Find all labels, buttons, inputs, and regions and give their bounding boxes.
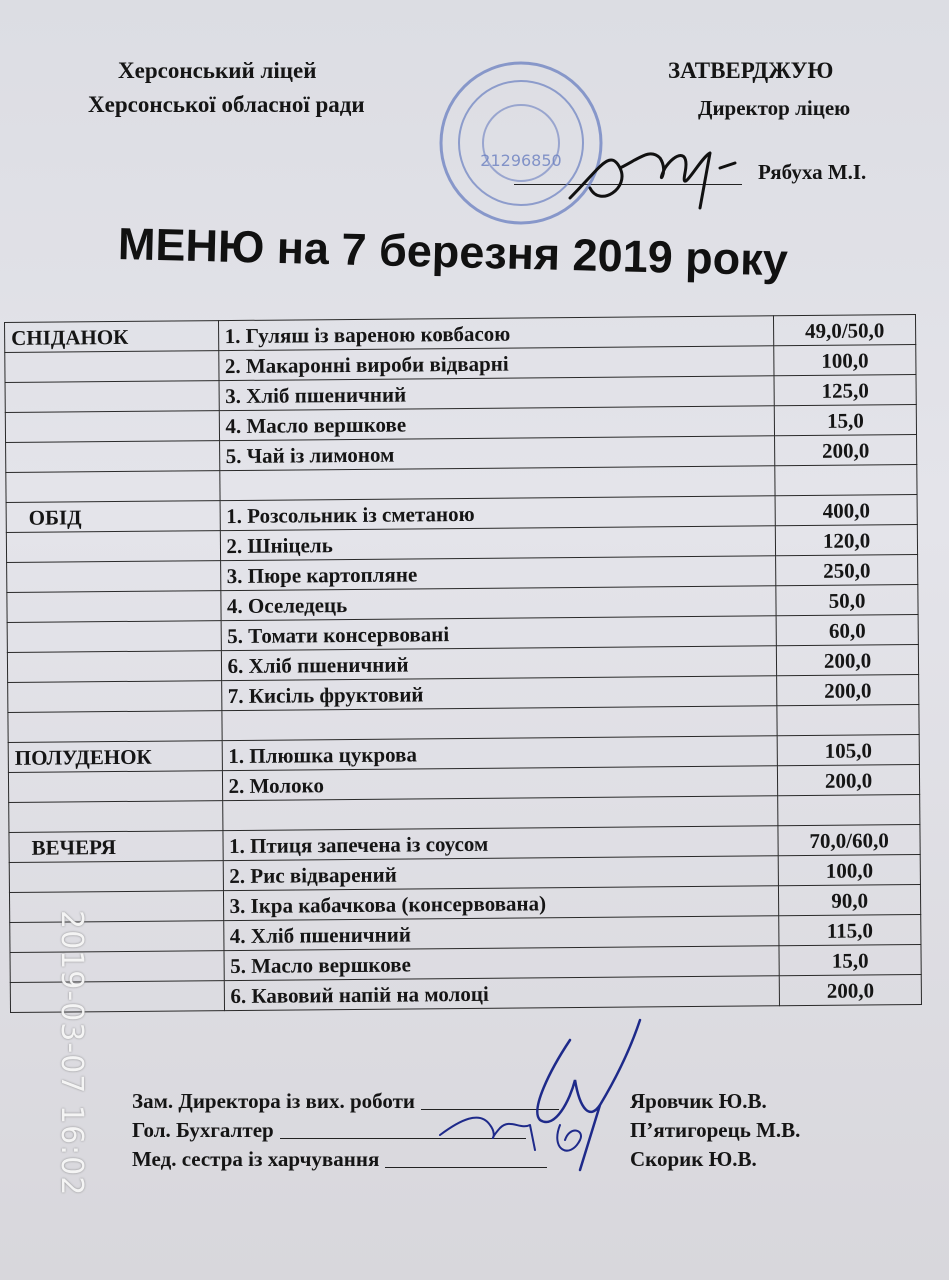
dish-cell: 2. Шніцель	[220, 526, 776, 561]
dish-cell: 2. Макаронні вироби відварні	[218, 346, 774, 381]
footer-role: Зам. Директора із вих. роботи	[132, 1089, 416, 1113]
footer-name: П’ятигорець М.В.	[630, 1118, 801, 1142]
weight-cell: 50,0	[776, 585, 918, 616]
dish-cell: 1. Розсольник із сметаною	[220, 496, 776, 531]
weight-cell: 100,0	[778, 855, 920, 886]
weight-cell: 70,0/60,0	[778, 825, 920, 856]
menu-table	[4, 314, 922, 1013]
weight-cell: 200,0	[779, 975, 921, 1006]
empty-cell	[221, 706, 777, 741]
meal-cell	[9, 861, 223, 893]
meal-cell	[5, 381, 219, 413]
approve-heading: ЗАТВЕРДЖУЮ	[668, 58, 834, 83]
page-title: МЕНЮ на 7 березня 2019 року	[117, 218, 789, 286]
empty-cell	[222, 796, 778, 831]
meal-cell	[7, 621, 221, 653]
org-name-line1: Херсонський ліцей	[118, 58, 317, 83]
weight-cell: 120,0	[775, 525, 917, 556]
meal-cell: ПОЛУДЕНОК	[8, 741, 222, 773]
dish-cell: 5. Чай із лимоном	[219, 436, 775, 471]
weight-cell: 15,0	[779, 945, 921, 976]
weight-cell: 90,0	[779, 885, 921, 916]
dish-cell: 1. Плюшка цукрова	[222, 736, 778, 771]
meal-cell: СНІДАНОК	[5, 321, 219, 353]
empty-cell	[9, 801, 223, 833]
director-name: Рябуха М.І.	[758, 160, 867, 184]
weight-cell: 15,0	[774, 405, 916, 436]
footer-name: Яровчик Ю.В.	[630, 1089, 767, 1113]
weight-cell: 60,0	[776, 615, 918, 646]
weight-cell: 115,0	[779, 915, 921, 946]
footer-role: Гол. Бухгалтер	[132, 1118, 274, 1142]
meal-cell	[10, 951, 224, 983]
stamp-code: 21296850	[480, 151, 562, 170]
dish-cell: 3. Хліб пшеничний	[219, 376, 775, 411]
empty-cell	[219, 466, 775, 501]
weight-cell: 100,0	[774, 345, 916, 376]
dish-cell: 1. Гуляш із вареною ковбасою	[218, 316, 774, 351]
empty-cell	[8, 711, 222, 743]
meal-cell	[5, 351, 219, 383]
weight-cell: 200,0	[777, 645, 919, 676]
meal-cell	[8, 771, 222, 803]
weight-cell: 400,0	[775, 495, 917, 526]
weight-cell: 125,0	[774, 375, 916, 406]
weight-cell: 105,0	[777, 735, 919, 766]
dish-cell: 3. Пюре картопляне	[220, 556, 776, 591]
empty-cell	[775, 465, 917, 496]
dish-cell: 2. Молоко	[222, 766, 778, 801]
weight-cell: 200,0	[778, 765, 920, 796]
meal-cell	[9, 891, 223, 923]
meal-cell	[7, 561, 221, 593]
footer-role: Мед. сестра із харчування	[132, 1147, 380, 1171]
meal-cell	[6, 531, 220, 563]
footer-signatures-icon	[430, 1010, 660, 1180]
meal-cell	[7, 591, 221, 623]
dish-cell: 4. Масло вершкове	[219, 406, 775, 441]
weight-cell: 200,0	[775, 435, 917, 466]
dish-cell: 5. Томати консервовані	[221, 616, 777, 651]
dish-cell: 4. Хліб пшеничний	[223, 916, 779, 951]
photo-timestamp: 2019-03-07 16:02	[54, 910, 89, 1197]
meal-cell: ВЕЧЕРЯ	[9, 831, 223, 863]
meal-cell: ОБІД	[6, 501, 220, 533]
dish-cell: 6. Кавовий напій на молоці	[224, 976, 780, 1011]
meal-cell	[10, 981, 224, 1013]
meal-cell	[10, 921, 224, 953]
meal-cell	[7, 651, 221, 683]
empty-cell	[778, 795, 920, 826]
weight-cell: 250,0	[776, 555, 918, 586]
dish-cell: 2. Рис відварений	[223, 856, 779, 891]
dish-cell: 3. Ікра кабачкова (консервована)	[223, 886, 779, 921]
org-name-line2: Херсонської обласної ради	[88, 92, 365, 117]
empty-cell	[777, 705, 919, 736]
dish-cell: 1. Птиця запечена із соусом	[222, 826, 778, 861]
empty-cell	[6, 471, 220, 503]
dish-cell: 4. Оселедець	[220, 586, 776, 621]
meal-cell	[6, 441, 220, 473]
weight-cell: 200,0	[777, 675, 919, 706]
dish-cell: 6. Хліб пшеничний	[221, 646, 777, 681]
director-title: Директор ліцею	[698, 96, 851, 120]
director-signature-icon	[560, 128, 760, 228]
meal-cell	[8, 681, 222, 713]
footer-name: Скорик Ю.В.	[630, 1147, 757, 1171]
weight-cell: 49,0/50,0	[774, 315, 916, 346]
dish-cell: 5. Масло вершкове	[223, 946, 779, 981]
dish-cell: 7. Кисіль фруктовий	[221, 676, 777, 711]
meal-cell	[5, 411, 219, 443]
